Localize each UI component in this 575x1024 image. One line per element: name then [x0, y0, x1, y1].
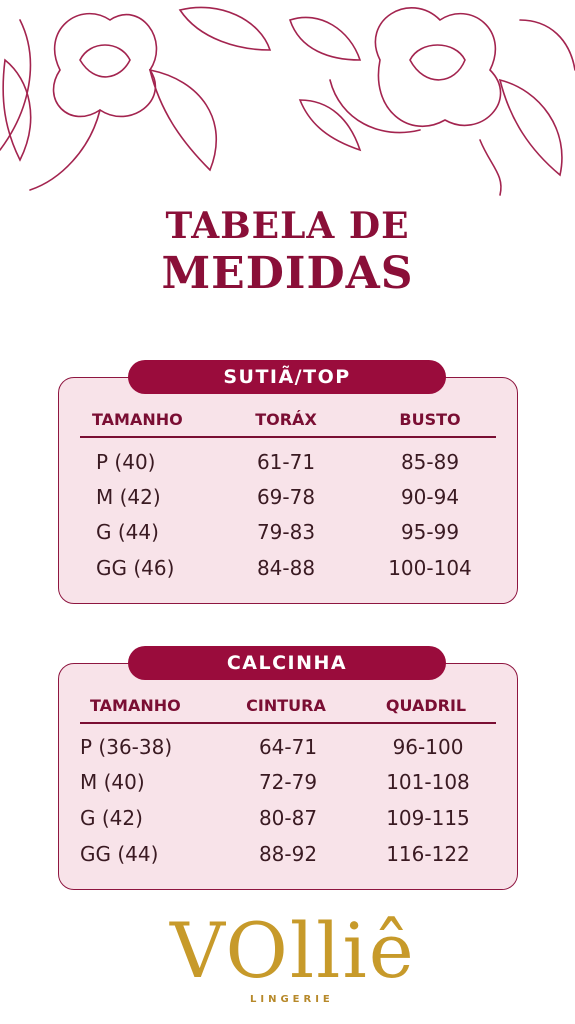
panty-row-waist: 88-92: [258, 842, 318, 866]
page-title-line2: MEDIDAS: [161, 248, 414, 299]
panty-row-size: G (42): [80, 806, 143, 830]
bra-header-bust: BUSTO: [399, 410, 461, 429]
brand-tagline: LINGERIE: [250, 994, 334, 1005]
panty-header-waist: CINTURA: [246, 696, 326, 715]
panty-row-hip: 96-100: [392, 735, 464, 759]
bra-header-size: TAMANHO: [92, 410, 183, 429]
panty-header-divider: [80, 722, 496, 724]
panty-header-size: TAMANHO: [90, 696, 181, 715]
page-title-line1: TABELA DE: [165, 205, 410, 247]
bra-row-chest: 61-71: [256, 450, 316, 474]
panty-row-waist: 64-71: [258, 735, 318, 759]
bra-row-chest: 79-83: [256, 520, 316, 544]
bra-row-bust: 95-99: [400, 520, 460, 544]
panty-row-hip: 116-122: [386, 842, 470, 866]
panty-row-size: M (40): [80, 770, 145, 794]
brand-logo: [170, 906, 416, 996]
bra-header-divider: [80, 436, 496, 438]
bra-row-bust: 85-89: [400, 450, 460, 474]
panty-row-hip: 101-108: [386, 770, 470, 794]
panty-row-waist: 72-79: [258, 770, 318, 794]
bra-row-chest: 69-78: [256, 485, 316, 509]
panty-row-waist: 80-87: [258, 806, 318, 830]
panty-row-size: P (36-38): [80, 735, 173, 759]
bra-row-chest: 84-88: [256, 556, 316, 580]
bra-table-label: SUTIÃ/TOP: [128, 360, 446, 394]
panty-table-label: CALCINHA: [128, 646, 446, 680]
floral-illustration: [0, 0, 575, 200]
panty-header-hip: QUADRIL: [385, 696, 467, 715]
panty-row-hip: 109-115: [386, 806, 470, 830]
bra-row-size: G (44): [96, 520, 159, 544]
bra-row-size: M (42): [96, 485, 161, 509]
panty-row-size: GG (44): [80, 842, 159, 866]
bra-row-size: P (40): [96, 450, 156, 474]
bra-row-bust: 90-94: [400, 485, 460, 509]
brand-name: VOlliê: [170, 906, 416, 995]
bra-header-chest: TORÁX: [255, 410, 317, 429]
bra-row-bust: 100-104: [388, 556, 472, 580]
bra-row-size: GG (46): [96, 556, 175, 580]
